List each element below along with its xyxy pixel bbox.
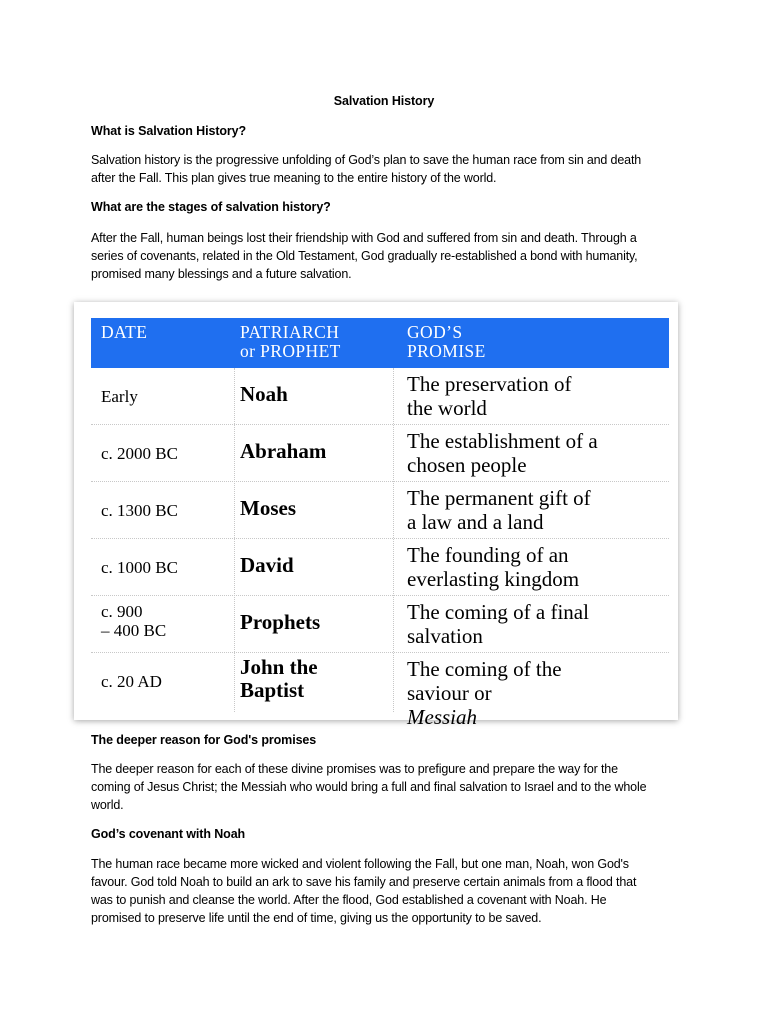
cell-promise (407, 486, 591, 534)
cell-person (240, 656, 318, 702)
cell-promise-line: The founding of an (407, 543, 569, 567)
paragraph-line: The human race became more wicked and violent following the Fall, but one man, Noah, won God's (91, 857, 629, 871)
header-patriarch-line: PATRIARCH (240, 322, 340, 342)
cell-person-line: Moses (240, 496, 296, 520)
section-heading-deeper-reason: The deeper reason for God's promises (91, 733, 317, 747)
paragraph-line: was to punish and cleanse the world. After the flood, God established a covenant with Noah. He (91, 893, 607, 907)
cell-date-line: c. 1300 BC (101, 501, 178, 520)
cell-promise-line: a law and a land (407, 510, 544, 534)
cell-person (240, 611, 320, 634)
cell-promise-text: saviour or (407, 681, 492, 705)
cell-person-line: David (240, 553, 294, 577)
cell-date-line: c. 900 (101, 602, 143, 621)
cell-promise-line: The preservation of (407, 372, 572, 396)
table-row (91, 368, 669, 425)
cell-date-line: Early (101, 387, 138, 406)
cell-date (101, 558, 178, 577)
cell-promise (407, 372, 571, 420)
section-paragraph-what-is (91, 151, 691, 187)
header-patriarch-line: or PROPHET (240, 341, 341, 361)
cell-promise-italic: Messiah (407, 705, 477, 729)
cell-person-line: Prophets (240, 610, 321, 634)
cell-date (101, 387, 138, 406)
cell-promise-line (407, 681, 562, 729)
document-title: Salvation History (333, 94, 435, 108)
cell-promise-line: the world (407, 396, 487, 420)
table-row (91, 596, 669, 653)
cell-promise-line: The coming of the (407, 657, 562, 681)
covenants-table (74, 302, 678, 729)
section-paragraph-stages (91, 229, 691, 283)
paragraph-line: coming of Jesus Christ; the Messiah who would bring a full and final salvation to Israel and to the whole (91, 780, 647, 794)
table-row (91, 539, 669, 596)
section-heading-noah-covenant: God’s covenant with Noah (91, 827, 246, 841)
paragraph-line: The deeper reason for each of these divine promises was to prefigure and prepare the way for the (91, 762, 618, 776)
paragraph-line: After the Fall, human beings lost their friendship with God and suffered from sin and death. Through a (91, 231, 637, 245)
cell-person (240, 497, 296, 520)
cell-person-line: Abraham (240, 439, 327, 463)
header-date-line: DATE (101, 322, 148, 342)
table-row (91, 425, 669, 482)
table-row (91, 482, 669, 539)
cell-date (101, 602, 166, 640)
header-promise-line: GOD’S (407, 322, 463, 342)
cell-date-line: – 400 BC (101, 621, 167, 640)
table-row (91, 653, 669, 729)
paragraph-line: after the Fall. This plan gives true meaning to the entire history of the world. (91, 171, 497, 185)
section-paragraph-deeper-reason (91, 760, 691, 814)
cell-promise-line: The establishment of a (407, 429, 598, 453)
cell-promise-line: chosen people (407, 453, 527, 477)
cell-promise (407, 657, 562, 729)
header-date (101, 323, 147, 342)
cell-promise (407, 543, 579, 591)
paragraph-line: Salvation history is the progressive unfolding of God’s plan to save the human race from sin and death (91, 153, 642, 167)
header-promise (407, 323, 486, 361)
cell-promise-line: The permanent gift of (407, 486, 591, 510)
table-header-row (91, 318, 669, 368)
cell-promise-line: The coming of a final (407, 600, 589, 624)
cell-person (240, 383, 288, 406)
section-heading-what-is: What is Salvation History? (91, 124, 247, 138)
cell-person-line: Noah (240, 382, 288, 406)
paragraph-line: favour. God told Noah to build an ark to save his family and preserve certain animals from a flood that (91, 875, 637, 889)
cell-date-line: c. 2000 BC (101, 444, 178, 463)
cell-promise (407, 429, 598, 477)
cell-person (240, 554, 294, 577)
cell-promise-line: everlasting kingdom (407, 567, 580, 591)
section-paragraph-noah-covenant (91, 855, 691, 927)
cell-promise (407, 600, 589, 648)
header-promise-line: PROMISE (407, 341, 486, 361)
cell-promise-line: salvation (407, 624, 483, 648)
cell-date (101, 501, 178, 520)
cell-date-line: c. 1000 BC (101, 558, 178, 577)
cell-date (101, 444, 178, 463)
paragraph-line: promised to preserve life until the end of time, giving us the opportunity to be saved. (91, 911, 542, 925)
cell-person-line: Baptist (240, 678, 305, 702)
cell-person-line: John the (240, 655, 318, 679)
header-patriarch (240, 323, 341, 361)
cell-person (240, 440, 326, 463)
cell-date-line: c. 20 AD (101, 672, 162, 691)
paragraph-line: world. (91, 798, 124, 812)
cell-date (101, 672, 162, 691)
section-heading-stages: What are the stages of salvation history? (91, 200, 331, 214)
paragraph-line: promised many blessings and a future salvation. (91, 267, 352, 281)
paragraph-line: series of covenants, related in the Old Testament, God gradually re-established a bond with humanity, (91, 249, 638, 263)
